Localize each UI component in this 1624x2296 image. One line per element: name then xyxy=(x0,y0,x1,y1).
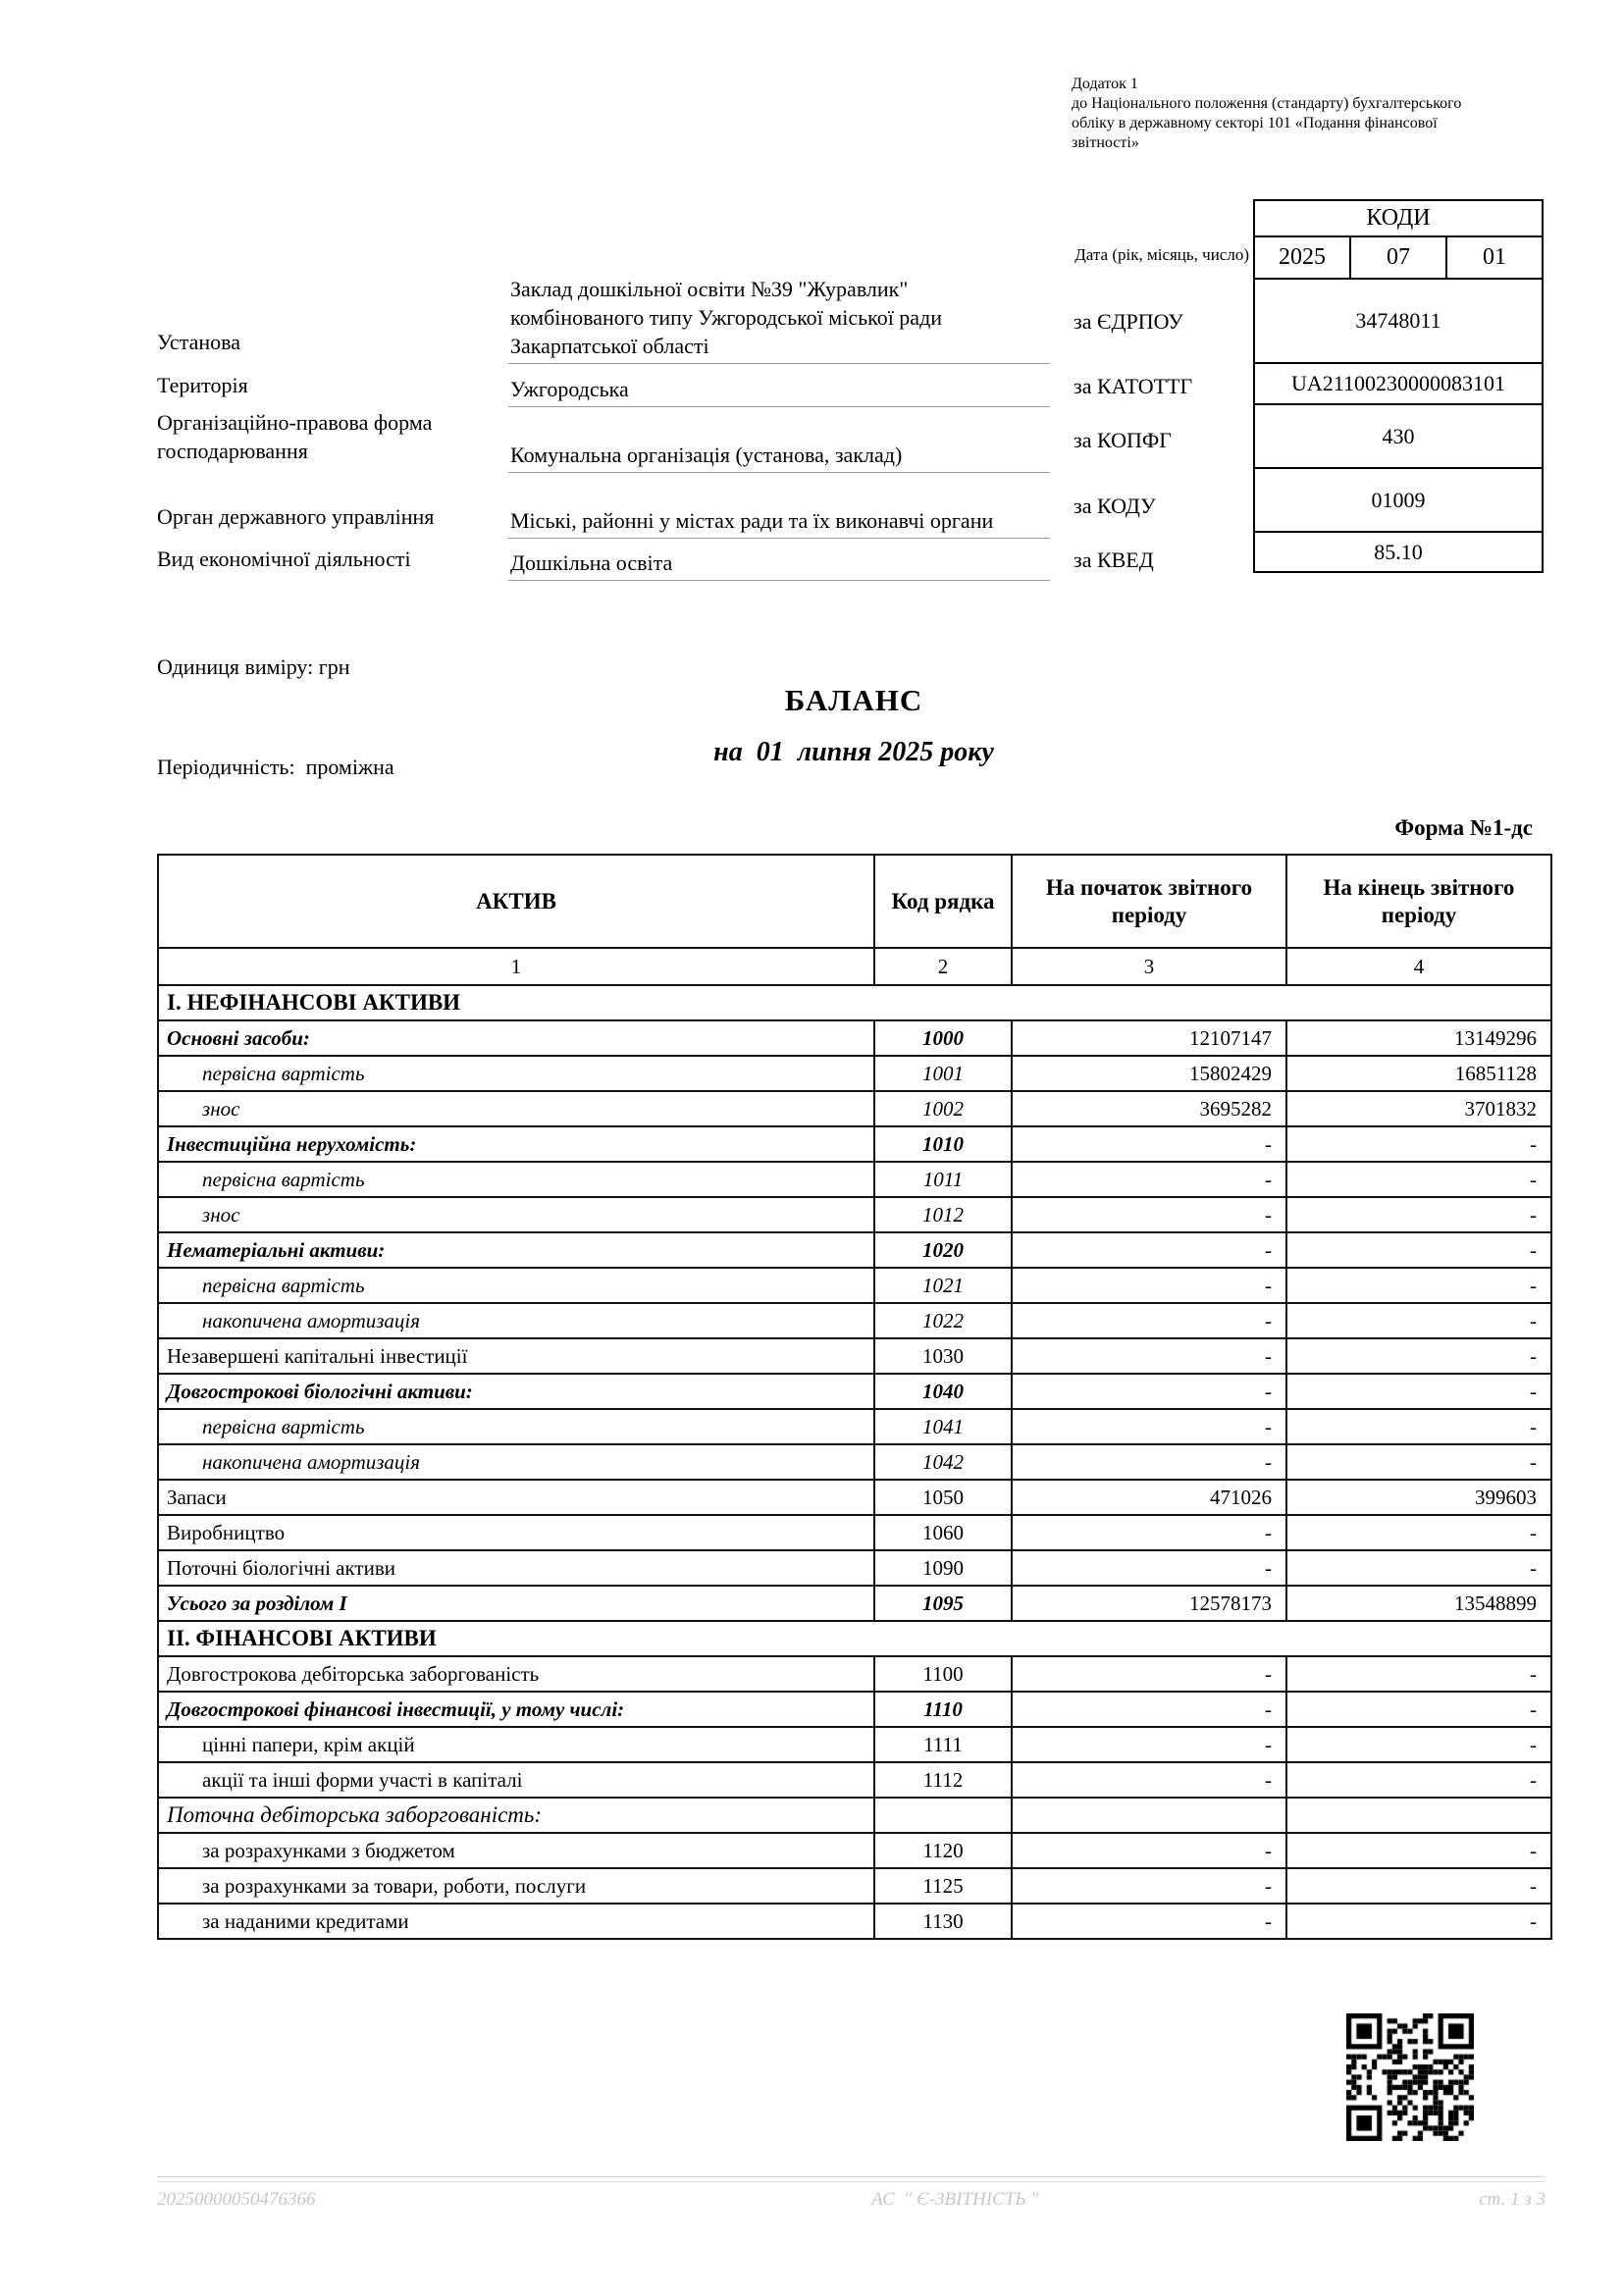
value-start: - xyxy=(1012,1444,1286,1480)
row-code: 1130 xyxy=(874,1904,1012,1939)
value-end: - xyxy=(1286,1868,1551,1904)
value-start: - xyxy=(1012,1904,1286,1939)
row-label: Поточна дебіторська заборгованість: xyxy=(158,1798,874,1833)
table-row xyxy=(158,1515,1551,1550)
row-label: Поточні біологічні активи xyxy=(158,1550,874,1586)
field-value-ustanova: Заклад дошкільної освіти №39 "Журавлик" комбінованого типу Ужгородської міської ради Закарпатської області xyxy=(508,278,1050,364)
table-row xyxy=(158,1550,1551,1586)
row-label: первісна вартість xyxy=(158,1162,874,1197)
table-row xyxy=(158,1162,1551,1197)
value-end: - xyxy=(1286,1162,1551,1197)
row-code xyxy=(874,1798,1012,1833)
value-end: - xyxy=(1286,1550,1551,1586)
value-start: - xyxy=(1012,1762,1286,1798)
value-start: - xyxy=(1012,1162,1286,1197)
value-end: - xyxy=(1286,1268,1551,1303)
table-row xyxy=(158,1692,1551,1727)
code-label-kopfg: за КОПФГ xyxy=(1074,428,1172,452)
footer-document-id: 20250000050476366 xyxy=(157,2189,316,2210)
date-day: 01 xyxy=(1445,237,1542,278)
value-start: - xyxy=(1012,1303,1286,1338)
row-label: Довгострокова дебіторська заборгованість xyxy=(158,1656,874,1692)
codes-box xyxy=(1253,199,1544,573)
header-end: На кінець звітного періоду xyxy=(1286,855,1551,948)
row-label: накопичена амортизація xyxy=(158,1303,874,1338)
row-code: 1120 xyxy=(874,1833,1012,1868)
code-value-kved: 85.10 xyxy=(1253,531,1544,573)
field-value-terytoriya: Ужгородська xyxy=(508,364,1050,407)
row-code: 1002 xyxy=(874,1091,1012,1126)
col-number: 1 xyxy=(158,948,874,985)
row-label: за наданими кредитами xyxy=(158,1904,874,1939)
value-start: - xyxy=(1012,1338,1286,1374)
value-end: 3701832 xyxy=(1286,1091,1551,1126)
value-start: - xyxy=(1012,1197,1286,1232)
unit-of-measure: Одиниця виміру: грн xyxy=(157,654,350,679)
table-row xyxy=(158,1798,1551,1833)
row-code: 1020 xyxy=(874,1232,1012,1268)
page-title: БАЛАНС xyxy=(784,683,923,717)
value-start: - xyxy=(1012,1550,1286,1586)
footer-software: АС " Є-ЗВІТНІСТЬ " xyxy=(871,2189,1039,2210)
annex-line: звітності» xyxy=(1072,134,1139,151)
value-end xyxy=(1286,1798,1551,1833)
value-start: 15802429 xyxy=(1012,1056,1286,1091)
field-label-gov-organ: Орган державного управління xyxy=(157,504,435,529)
date-year: 2025 xyxy=(1279,244,1326,270)
value-end: 13149296 xyxy=(1286,1020,1551,1056)
row-label: Довгострокові фінансові інвестиції, у тому числі: xyxy=(158,1692,874,1727)
row-label: Основні засоби: xyxy=(158,1020,874,1056)
row-label: Інвестиційна нерухомість: xyxy=(158,1126,874,1162)
value-end: - xyxy=(1286,1338,1551,1374)
row-code: 1050 xyxy=(874,1480,1012,1515)
table-row xyxy=(158,1056,1551,1091)
value-start: - xyxy=(1012,1833,1286,1868)
annex-line: до Національного положення (стандарту) бухгалтерського xyxy=(1072,95,1462,112)
value-end: - xyxy=(1286,1762,1551,1798)
value-start: 12578173 xyxy=(1012,1586,1286,1621)
code-label-katottg: за КАТОТТГ xyxy=(1074,373,1193,398)
row-label: первісна вартість xyxy=(158,1056,874,1091)
row-label: знос xyxy=(158,1197,874,1232)
value-start xyxy=(1012,1798,1286,1833)
value-start: - xyxy=(1012,1868,1286,1904)
value-start: - xyxy=(1012,1656,1286,1692)
value-end: - xyxy=(1286,1515,1551,1550)
table-row xyxy=(158,1126,1551,1162)
field-label-ustanova: Установа xyxy=(157,330,240,354)
value-start: - xyxy=(1012,1727,1286,1762)
row-code: 1021 xyxy=(874,1268,1012,1303)
value-end: - xyxy=(1286,1197,1551,1232)
row-label: Нематеріальні активи: xyxy=(158,1232,874,1268)
code-value-edrpou: 34748011 xyxy=(1253,278,1544,364)
field-label-activity: Вид економічної діяльності xyxy=(157,547,411,571)
value-start: - xyxy=(1012,1268,1286,1303)
date-label: Дата (рік, місяць, число) xyxy=(1074,245,1249,264)
row-label: за розрахунками за товари, роботи, послуги xyxy=(158,1868,874,1904)
row-code: 1042 xyxy=(874,1444,1012,1480)
header-start: На початок звітного періоду xyxy=(1012,855,1286,948)
table-row xyxy=(158,1833,1551,1868)
table-row xyxy=(158,1020,1551,1056)
row-code: 1060 xyxy=(874,1515,1012,1550)
row-code: 1000 xyxy=(874,1020,1012,1056)
value-end: - xyxy=(1286,1692,1551,1727)
table-row xyxy=(158,1904,1551,1939)
value-end: 399603 xyxy=(1286,1480,1551,1515)
row-code: 1041 xyxy=(874,1409,1012,1444)
section-heading: І. НЕФІНАНСОВІ АКТИВИ xyxy=(158,985,1551,1020)
code-value-kopfg: 430 xyxy=(1253,403,1544,469)
field-value-org-form: Комунальна організація (установа, заклад) xyxy=(508,407,1050,473)
table-row xyxy=(158,1303,1551,1338)
row-label: знос xyxy=(158,1091,874,1126)
table-row xyxy=(158,1268,1551,1303)
table-row xyxy=(158,1338,1551,1374)
row-code: 1011 xyxy=(874,1162,1012,1197)
row-code: 1090 xyxy=(874,1550,1012,1586)
column-number-row xyxy=(158,948,1551,985)
value-start: 12107147 xyxy=(1012,1020,1286,1056)
form-number: Форма №1-дс xyxy=(1394,815,1533,840)
section-heading: ІІ. ФІНАНСОВІ АКТИВИ xyxy=(158,1621,1551,1656)
value-start: 471026 xyxy=(1012,1480,1286,1515)
row-label: цінні папери, крім акцій xyxy=(158,1727,874,1762)
table-row xyxy=(158,1762,1551,1798)
value-end: - xyxy=(1286,1656,1551,1692)
row-code: 1095 xyxy=(874,1586,1012,1621)
header-code: Код рядка xyxy=(874,855,1012,948)
value-start: - xyxy=(1012,1409,1286,1444)
col-number: 2 xyxy=(874,948,1012,985)
code-label-kved: за КВЕД xyxy=(1074,548,1154,572)
row-label: Усього за розділом І xyxy=(158,1586,874,1621)
row-code: 1125 xyxy=(874,1868,1012,1904)
value-end: 16851128 xyxy=(1286,1056,1551,1091)
value-start: - xyxy=(1012,1515,1286,1550)
row-label: накопичена амортизація xyxy=(158,1444,874,1480)
row-label: за розрахунками з бюджетом xyxy=(158,1833,874,1868)
row-code: 1111 xyxy=(874,1727,1012,1762)
date-row xyxy=(1253,235,1544,280)
row-label: первісна вартість xyxy=(158,1409,874,1444)
value-start: - xyxy=(1012,1232,1286,1268)
page-title-date: на 01 липня 2025 року xyxy=(713,737,994,767)
table-row xyxy=(158,1621,1551,1656)
row-label: Незавершені капітальні інвестиції xyxy=(158,1338,874,1374)
value-end: - xyxy=(1286,1833,1551,1868)
value-start: 3695282 xyxy=(1012,1091,1286,1126)
annex-line: Додаток 1 xyxy=(1072,76,1138,92)
header-aktiv: АКТИВ xyxy=(158,855,874,948)
table-row xyxy=(158,1374,1551,1409)
row-code: 1040 xyxy=(874,1374,1012,1409)
row-code: 1010 xyxy=(874,1126,1012,1162)
assets-table xyxy=(157,854,1552,1940)
row-code: 1012 xyxy=(874,1197,1012,1232)
periodicity: Періодичність: проміжна xyxy=(157,755,394,779)
table-row xyxy=(158,1232,1551,1268)
annex-note xyxy=(1072,75,1552,153)
row-code: 1112 xyxy=(874,1762,1012,1798)
row-label: Запаси xyxy=(158,1480,874,1515)
org-info xyxy=(157,278,1253,581)
value-start: - xyxy=(1012,1692,1286,1727)
table-row xyxy=(158,1197,1551,1232)
table-row xyxy=(158,1586,1551,1621)
row-label: Виробництво xyxy=(158,1515,874,1550)
value-end: - xyxy=(1286,1374,1551,1409)
row-label: акції та інші форми участі в капіталі xyxy=(158,1762,874,1798)
row-code: 1030 xyxy=(874,1338,1012,1374)
table-row xyxy=(158,1409,1551,1444)
row-label: Довгострокові біологічні активи: xyxy=(158,1374,874,1409)
table-row xyxy=(158,1868,1551,1904)
codes-box-title: КОДИ xyxy=(1253,199,1544,237)
row-code: 1100 xyxy=(874,1656,1012,1692)
col-number: 4 xyxy=(1286,948,1551,985)
col-number: 3 xyxy=(1012,948,1286,985)
value-start: - xyxy=(1012,1126,1286,1162)
code-value-kodu: 01009 xyxy=(1253,467,1544,533)
footer-page-number: ст. 1 з 3 xyxy=(1479,2189,1545,2210)
row-code: 1022 xyxy=(874,1303,1012,1338)
table-header-row xyxy=(158,855,1551,948)
field-value-gov-organ: Міські, районні у містах ради та їх виконавчі органи xyxy=(508,473,1050,539)
value-end: - xyxy=(1286,1444,1551,1480)
code-value-katottg: UA21100230000083101 xyxy=(1253,362,1544,405)
field-label-terytoriya: Територія xyxy=(157,373,248,397)
table-row xyxy=(158,985,1551,1020)
row-code: 1110 xyxy=(874,1692,1012,1727)
value-end: - xyxy=(1286,1409,1551,1444)
table-row xyxy=(158,1656,1551,1692)
field-label-org-form: Організаційно-правова форма господарювання xyxy=(157,410,433,463)
qr-code xyxy=(1346,2013,1474,2141)
code-label-kodu: за КОДУ xyxy=(1074,494,1156,518)
value-end: - xyxy=(1286,1727,1551,1762)
table-row xyxy=(158,1091,1551,1126)
annex-line: обліку в державному секторі 101 «Подання фінансової xyxy=(1072,115,1438,131)
date-month: 07 xyxy=(1349,237,1445,278)
value-start: - xyxy=(1012,1374,1286,1409)
value-end: - xyxy=(1286,1232,1551,1268)
row-label: первісна вартість xyxy=(158,1268,874,1303)
value-end: - xyxy=(1286,1904,1551,1939)
table-row xyxy=(158,1727,1551,1762)
row-code: 1001 xyxy=(874,1056,1012,1091)
field-value-activity: Дошкільна освіта xyxy=(508,539,1050,581)
value-end: 13548899 xyxy=(1286,1586,1551,1621)
value-end: - xyxy=(1286,1303,1551,1338)
value-end: - xyxy=(1286,1126,1551,1162)
table-row xyxy=(158,1480,1551,1515)
footer-divider xyxy=(157,2176,1545,2182)
table-row xyxy=(158,1444,1551,1480)
code-label-edrpou: за ЄДРПОУ xyxy=(1074,308,1183,334)
